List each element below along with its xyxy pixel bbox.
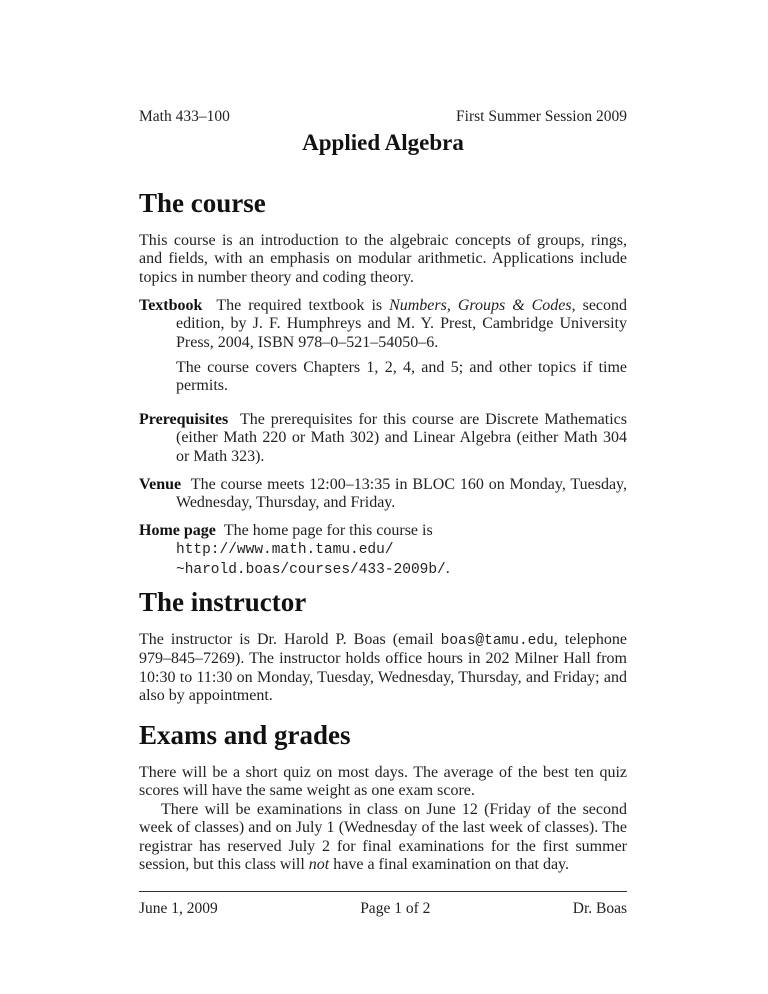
home-page-item [139, 522, 627, 579]
page-footer [139, 900, 627, 918]
textbook-description: Textbook The required textbook is Numbers, Groups & Codes, second edition, by J. F. Humphreys and M. Y. Prest, Cambridge University Press, 2004, ISBN 978–0–521–54050–6. [139, 297, 628, 351]
textbook-item [139, 297, 627, 395]
instructor-email[interactable]: boas@tamu.edu [440, 633, 554, 649]
venue-item [139, 476, 627, 513]
prerequisites-description: Prerequisites The prerequisites for this course are Discrete Mathematics (either Math 220 or Math 302) and Linear Algebra (either Math 304 or Math 323). [139, 411, 628, 465]
textbook-title: Numbers, Groups & Codes [389, 297, 572, 314]
venue-term: Venue [139, 476, 182, 493]
section-heading-course: The course [139, 188, 266, 218]
home-page-description: Home page The home page for this course is http://www.math.tamu.edu/ ~harold.boas/courses/433-2009b/. [139, 522, 450, 578]
section-heading-instructor: The instructor [139, 587, 307, 617]
running-header [139, 108, 627, 126]
home-page-url[interactable]: http://www.math.tamu.edu/ ~harold.boas/courses/433-2009b/ [176, 542, 446, 578]
venue-description: Venue The course meets 12:00–13:35 in BLOC 160 on Monday, Tuesday, Wednesday, Thursday, and Friday. [139, 476, 628, 512]
footer-divider [139, 891, 627, 892]
exams-paragraph-1: There will be a short quiz on most days. The average of the best ten quiz scores will have the same weight as one exam score. [139, 764, 627, 800]
textbook-term: Textbook [139, 297, 203, 314]
course-intro-paragraph: This course is an introduction to the algebraic concepts of groups, rings, and fields, with an emphasis on modular arithmetic. Applications include topics in number theory and coding theory. [139, 232, 627, 286]
home-page-term: Home page [139, 522, 216, 539]
course-number: Math 433–100 [139, 108, 230, 125]
prerequisites-term: Prerequisites [139, 411, 229, 428]
footer-author: Dr. Boas [572, 900, 627, 917]
footer-page-number: Page 1 of 2 [360, 900, 431, 917]
instructor-paragraph: The instructor is Dr. Harold P. Boas (email boas@tamu.edu, telephone 979–845–7269). The instructor holds office hours in 202 Milner Hall from 10:30 to 11:30 on Monday, Tuesday, Wednesday, Thursday, and Friday; and also by appointment. [139, 631, 627, 704]
prerequisites-item [139, 411, 627, 466]
emphasis-not: not [308, 855, 330, 873]
document-title: Applied Algebra [302, 130, 464, 155]
textbook-coverage: The course covers Chapters 1, 2, 4, and 5; and other topics if time permits. [176, 358, 627, 395]
exams-paragraph-2: There will be examinations in class on June 12 (Friday of the second week of classes) and on July 1 (Wednesday of the last week of classes). The registrar has reserved July 2 for final examinations for the first summer session, but this class will not have a final examination on that day. [139, 801, 627, 873]
session-label: First Summer Session 2009 [456, 108, 627, 125]
footer-date: June 1, 2009 [139, 900, 218, 917]
section-heading-exams: Exams and grades [139, 720, 351, 750]
